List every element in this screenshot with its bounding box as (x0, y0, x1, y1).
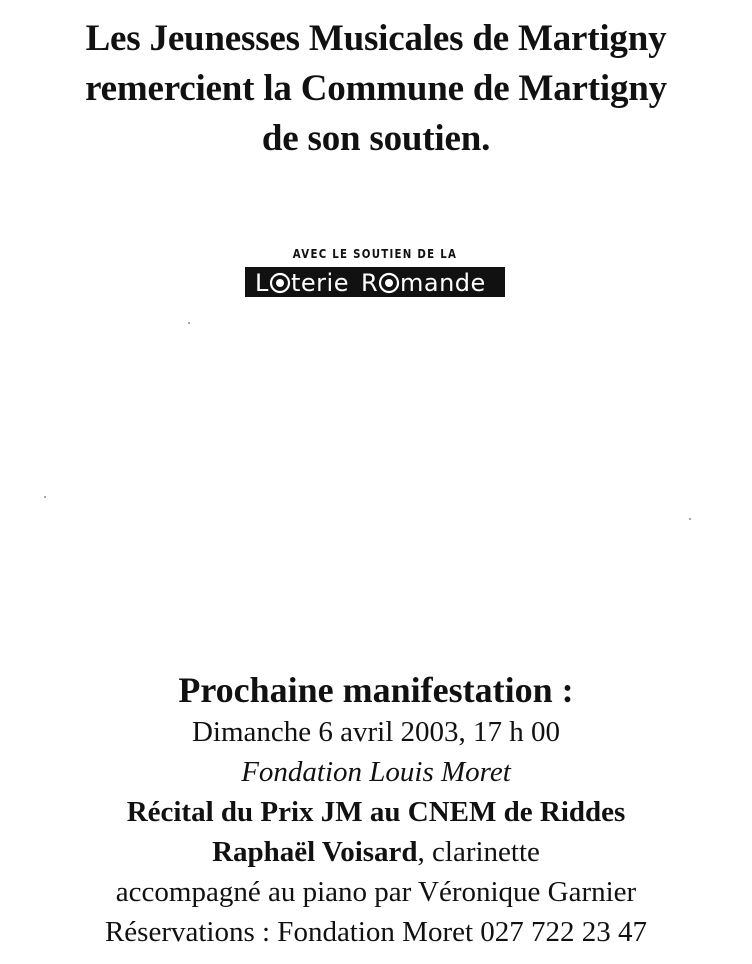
svg-text:terie: terie (291, 269, 349, 297)
event-title: Récital du Prix JM au CNEM de Riddes (126, 796, 626, 828)
event-venue: Fondation Louis Moret (241, 756, 511, 788)
thanks-line-2: remercient la Commune de Martigny (85, 68, 667, 109)
event-accompaniment: accompagné au piano par Véronique Garnier (115, 876, 637, 908)
thanks-heading (0, 14, 752, 164)
thanks-line-3: de son soutien. (261, 118, 491, 159)
svg-text:R: R (361, 269, 379, 297)
scan-speck (44, 496, 46, 498)
scan-speck (188, 322, 190, 324)
performer-instrument: , clarinette (417, 836, 540, 868)
sponsor-caption: AVEC LE SOUTIEN DE LA (292, 247, 458, 261)
event-reservations: Réservations : Fondation Moret 027 722 23 47 (104, 916, 648, 948)
performer-name: Raphaël Voisard (212, 836, 418, 868)
scan-speck (689, 518, 691, 520)
sponsor-block (245, 247, 505, 297)
event-performer (0, 832, 752, 872)
next-event-block (0, 668, 752, 952)
svg-text:mande: mande (400, 269, 486, 297)
event-date: Dimanche 6 avril 2003, 17 h 00 (191, 716, 561, 748)
svg-text:L: L (255, 269, 269, 297)
next-event-heading: Prochaine manifestation : (178, 670, 574, 710)
thanks-line-1: Les Jeunesses Musicales de Martigny (85, 18, 667, 59)
loterie-romande-logo-icon (249, 267, 501, 297)
loterie-romande-logo (245, 267, 505, 297)
